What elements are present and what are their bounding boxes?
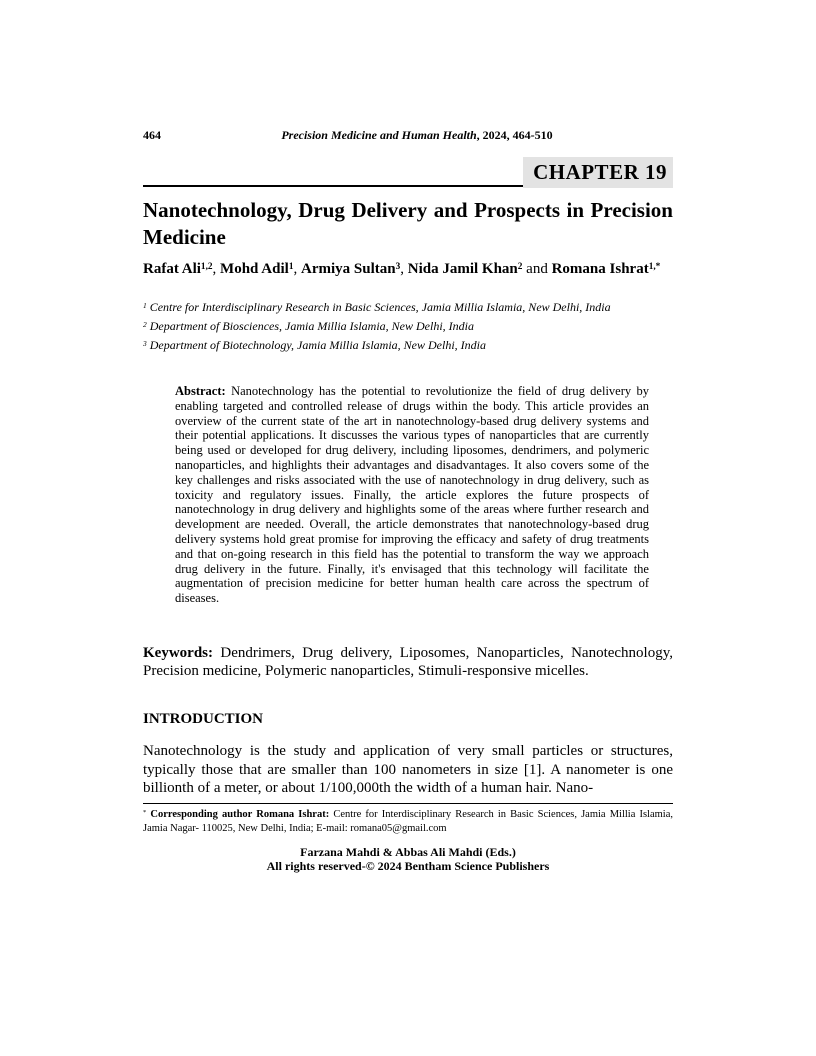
- affiliation-marker: 1: [143, 300, 147, 310]
- footnote-marker: *: [143, 809, 147, 817]
- keywords-label: Keywords:: [143, 645, 213, 661]
- footnote-text: Centre for Interdisciplinary Research in Basic Sciences, Jamia Millia Islamia, Jamia Nagar- 110025, New Delhi, India; E-mail: romana05@gmail.com: [143, 809, 674, 834]
- running-head: [143, 128, 673, 143]
- corresponding-author-footnote: [143, 803, 673, 835]
- abstract-label: Abstract:: [175, 384, 226, 398]
- affiliation-marker: 2: [143, 319, 147, 329]
- author: Mohd Adil$^1$,: [220, 261, 301, 277]
- affiliation-marker: 3: [143, 338, 147, 348]
- abstract-text: Nanotechnology has the potential to revolutionize the field of drug delivery by enabling targeted and controlled release of drugs within the body. This article provides an overview of the current state of the art in nanotechnology-based drug delivery systems and their potential applications. It discusses the various types of nanoparticles that are currently being used or developed for drug delivery, including liposomes, dendrimers, and polymeric nanoparticles, and highlights their advantages and disadvantages. It also covers some of the key challenges and risks associated with the use of nanotechnology in drug delivery, such as toxicity and regulatory issues. Finally, the article explores the future prospects of nanotechnology in drug delivery and highlights some of the areas where further research and development are needed. Overall, the article demonstrates that nanotechnology-based drug delivery systems hold great promise for improving the efficacy and safety of drug treatments and that on-going research in this field has the potential to transform the way we approach drug delivery in the future. Finally, it's envisaged that this technology will facilitate the augmentation of precision medicine for better human health care across the spectrum of diseases.: [175, 384, 650, 606]
- affiliation-list: [143, 301, 673, 358]
- page-number: 464: [143, 128, 161, 142]
- author: Romana Ishrat$^{1,*}$: [551, 261, 661, 277]
- rights-line: All rights reserved-© 2024 Bentham Science Publishers: [266, 858, 550, 873]
- intro-paragraph: Nanotechnology is the study and application of very small particles or structures, typically those that are smaller than 100 nanometers in size [1]. A nanometer is one billionth of a meter, or about 1/100,000th the width of a human hair. Nano-: [143, 743, 673, 797]
- editors-line: Farzana Mahdi & Abbas Ali Mahdi (Eds.): [300, 845, 516, 859]
- author: Armiya Sultan$^3$,: [300, 261, 408, 277]
- keywords: [143, 644, 673, 680]
- copyright-block: [143, 846, 673, 873]
- affiliation: $^2$ Department of Biosciences, Jamia Millia Islamia, New Delhi, India: [143, 319, 474, 333]
- abstract: [175, 384, 649, 606]
- chapter-banner-row: [143, 157, 673, 187]
- author-affil-marker: 1: [288, 261, 294, 272]
- author-affil-marker: 3: [395, 261, 401, 272]
- journal-citation-rest: , 2024, 464-510: [476, 128, 553, 142]
- affiliation: $^3$ Department of Biotechnology, Jamia Millia Islamia, New Delhi, India: [143, 338, 487, 352]
- affiliation: $^1$ Centre for Interdisciplinary Research in Basic Sciences, Jamia Millia Islamia, New Delhi, India: [143, 300, 611, 314]
- chapter-title: Nanotechnology, Drug Delivery and Prospects in Precision Medicine: [143, 198, 673, 249]
- section-heading-introduction: INTRODUCTION: [143, 711, 264, 727]
- keywords-text: Dendrimers, Drug delivery, Liposomes, Nanoparticles, Nanotechnology, Precision medicine, Polymeric nanoparticles, Stimuli-responsive micelles.: [143, 645, 673, 679]
- author-affil-marker: 1,2: [200, 261, 213, 272]
- author-list: [143, 259, 673, 282]
- journal-title: Precision Medicine and Human Health: [281, 128, 477, 142]
- author-affil-marker: 2: [517, 261, 523, 272]
- chapter-label: CHAPTER 19: [523, 157, 673, 188]
- author-affil-marker: 1,*: [648, 261, 661, 272]
- author: Rafat Ali$^{1,2}$,: [143, 261, 221, 277]
- author: Nida Jamil Khan$^2$ and: [407, 261, 552, 277]
- journal-citation: [161, 128, 673, 143]
- footnote-author-label: Corresponding author Romana Ishrat:: [150, 809, 330, 820]
